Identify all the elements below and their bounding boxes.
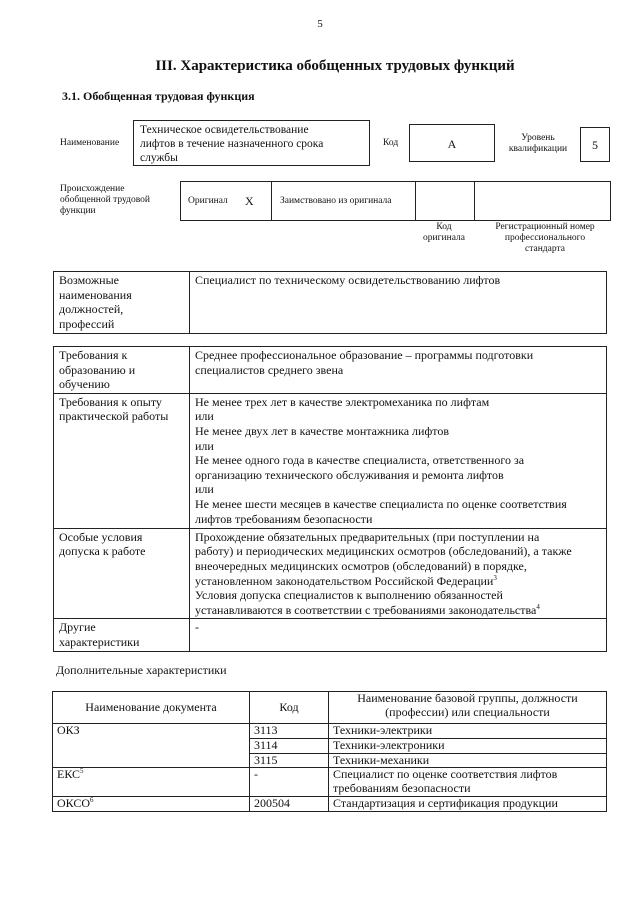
req-value-line: или xyxy=(195,438,214,453)
okz-name: Техники-механики xyxy=(329,753,607,768)
req-value-line: Не менее шести месяцев в качестве специалиста по оценке соответствия xyxy=(195,496,567,511)
req-value-line: организацию технического обслуживания и ремонта лифтов xyxy=(195,467,504,482)
okz-name: Техники-электроники xyxy=(329,738,607,753)
okz-code: 3113 xyxy=(250,724,329,739)
positions-label-line: должностей, xyxy=(59,302,124,317)
footnote-ref: 4 xyxy=(536,602,540,611)
req-other-value: - xyxy=(190,619,607,651)
function-name-box xyxy=(133,120,370,166)
level-label-line: квалификации xyxy=(508,144,568,154)
okz-label: ОКЗ xyxy=(53,724,250,768)
eks-name-line: Специалист по оценке соответствия лифтов xyxy=(333,767,558,782)
eks-name-line: требованиям безопасности xyxy=(333,781,471,796)
origin-code-caption xyxy=(414,222,474,244)
req-education-value xyxy=(190,347,607,394)
name-label: Наименование xyxy=(60,138,120,148)
origin-label-line: функции xyxy=(60,206,96,216)
eks-label xyxy=(53,768,250,797)
origin-reg-caption-line: профессионального xyxy=(504,233,586,243)
req-other-label xyxy=(54,619,190,651)
level-value: 5 xyxy=(592,138,598,152)
origin-code-caption-line: оригинала xyxy=(423,233,465,243)
footnote-ref: 6 xyxy=(90,795,94,804)
level-value-box xyxy=(580,127,610,162)
origin-reg-caption-line: Регистрационный номер xyxy=(495,222,595,232)
req-experience-label xyxy=(54,393,190,528)
positions-label-line: Возможные xyxy=(59,273,119,287)
code-value: A xyxy=(447,137,457,151)
req-value-line: лифтов требованиям безопасности xyxy=(195,511,373,526)
req-label-line: характеристики xyxy=(59,634,140,649)
req-value-line: Не менее трех лет в качестве электромеханика по лифтам xyxy=(195,394,490,409)
header-code: Код xyxy=(250,692,329,724)
origin-table xyxy=(180,181,611,221)
code-label: Код xyxy=(383,138,399,148)
req-label-line: обучению xyxy=(59,377,110,392)
req-value-line: Прохождение обязательных предварительных (при поступлении на xyxy=(195,529,540,544)
req-label-line: Требования к xyxy=(59,348,128,362)
additional-heading: Дополнительные характеристики xyxy=(56,663,227,677)
function-name-line: Техническое освидетельствование xyxy=(140,124,309,136)
okso-label xyxy=(53,796,250,811)
req-value-text: установленном законодательством Российской Федерации xyxy=(195,573,494,588)
eks-code: - xyxy=(250,768,329,797)
level-label-line: Уровень xyxy=(521,133,555,143)
origin-reg-caption-line: стандарта xyxy=(525,244,565,254)
req-value-line: работу) и периодических медицинских осмотров (обследований), а также xyxy=(195,544,572,559)
req-value-line: Не менее одного года в качестве специалиста, ответственного за xyxy=(195,453,525,468)
level-label xyxy=(500,133,576,155)
okz-name: Техники-электрики xyxy=(329,724,607,739)
header-name xyxy=(329,692,607,724)
req-value-line xyxy=(195,603,601,618)
header-name-line: Наименование базовой группы, должности xyxy=(357,691,578,705)
req-label-line: допуска к работе xyxy=(59,544,146,559)
origin-code-caption-line: Код xyxy=(436,222,452,232)
function-name-line: лифтов в течение назначенного срока xyxy=(140,138,324,150)
req-value-line: Не менее двух лет в качестве монтажника лифтов xyxy=(195,423,449,438)
section-title: III. Характеристика обобщенных трудовых функций xyxy=(155,58,515,74)
eks-name xyxy=(329,768,607,797)
page-number: 5 xyxy=(317,18,323,30)
req-value-text: устанавливаются в соответствии с требованиями законодательства xyxy=(195,602,537,617)
req-label-line: Особые условия xyxy=(59,529,143,544)
footnote-ref: 5 xyxy=(80,767,84,776)
header-doc: Наименование документа xyxy=(53,692,250,724)
positions-label-line: профессий xyxy=(59,316,115,331)
req-value-line: Среднее профессиональное образование – программы подготовки xyxy=(195,348,534,362)
req-value-line: или xyxy=(195,409,214,424)
okso-name: Стандартизация и сертификация продукции xyxy=(329,796,607,811)
additional-table xyxy=(52,691,607,812)
req-education-label xyxy=(54,347,190,394)
okso-code: 200504 xyxy=(250,796,329,811)
okz-code: 3115 xyxy=(250,753,329,768)
okz-code: 3114 xyxy=(250,738,329,753)
req-admission-label xyxy=(54,528,190,619)
req-label-line: Другие xyxy=(59,620,96,635)
req-value-line: или xyxy=(195,482,214,497)
req-value-line: специалистов среднего звена xyxy=(195,362,344,377)
footnote-ref: 3 xyxy=(493,573,497,582)
code-value-box xyxy=(409,124,495,162)
origin-label-line: Происхождение xyxy=(60,184,125,194)
origin-original-mark: X xyxy=(245,194,254,208)
req-label-line: Требования к опыту xyxy=(59,394,162,409)
requirements-table xyxy=(53,346,607,652)
eks-label-text: ЕКС xyxy=(57,767,81,782)
positions-label xyxy=(54,272,190,334)
req-admission-value xyxy=(190,528,607,619)
origin-original-label: Оригинал xyxy=(188,196,228,206)
function-name-line: службы xyxy=(140,152,178,164)
req-value-line: Условия допуска специалистов к выполнению обязанностей xyxy=(195,588,503,603)
origin-label xyxy=(60,184,150,217)
subtitle: 3.1. Обобщенная трудовая функция xyxy=(62,89,255,103)
origin-reg-caption xyxy=(476,222,614,255)
req-value-line xyxy=(195,574,601,589)
req-label-line: образованию и xyxy=(59,362,136,377)
req-value-line: внеочередных медицинских осмотров (обследований) в порядке, xyxy=(195,558,527,573)
req-experience-value xyxy=(190,393,607,528)
origin-label-line: обобщенной трудовой xyxy=(60,195,150,205)
positions-value: Специалист по техническому освидетельствованию лифтов xyxy=(190,272,607,334)
origin-borrowed-label: Заимствовано из оригинала xyxy=(280,196,392,206)
positions-table xyxy=(53,271,607,334)
header-name-line: (профессии) или специальности xyxy=(385,704,550,719)
positions-label-line: наименования xyxy=(59,287,132,302)
okso-label-text: ОКСО xyxy=(57,795,91,810)
req-label-line: практической работы xyxy=(59,409,169,424)
